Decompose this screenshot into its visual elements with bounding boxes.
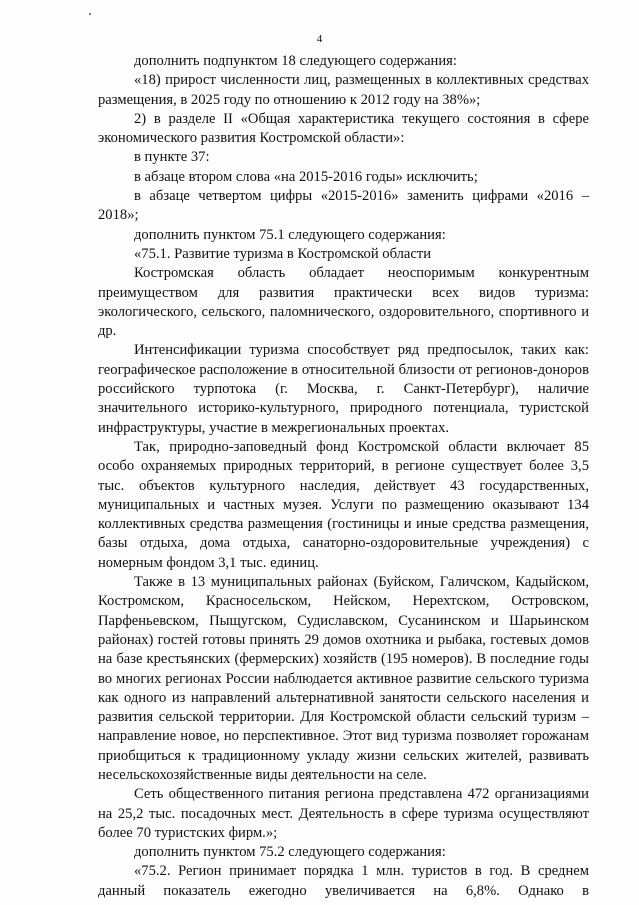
paragraph: «18) прирост численности лиц, размещенных в коллективных средствах размещения, в 2025 году по отношению к 2012 году на 38%»; (98, 72, 589, 108)
paragraph: Интенсификации туризма способствует ряд предпосылок, таких как: географическое расположение в относительной близости от регионов-доноров российского турпотока (г. Москва, г. Санкт-Петербург), наличие значительного историко-культурного, природного потенциала, туристской инфраструктуры, участие в межрегиональных проектах. (98, 342, 589, 436)
paragraph: 2) в разделе II «Общая характеристика текущего состояния в сфере экономического развития Костромской области»: (98, 110, 589, 147)
paragraph: Костромская область обладает неоспоримым конкурентным преимуществом для развития практически всех видов туризма: экологического, сельского, паломнического, оздоровительного, спортивного и др. (98, 265, 589, 340)
paragraph: «75.2. Регион принимает порядка 1 млн. туристов в год. В среднем данный показатель ежегодно увеличивается на 6,8%. Однако в (98, 863, 589, 899)
section-heading: «75.1. Развитие туризма в Костромской области (134, 245, 432, 262)
paragraph: в пункте 37: (134, 149, 210, 166)
paragraph: Сеть общественного питания региона представлена 472 организациями на 25,2 тыс. посадочных мест. Деятельность в сфере туризма осуществляют более 70 туристских фирм.»; (98, 786, 589, 841)
paragraph: в абзаце втором слова «на 2015-2016 годы» исключить; (134, 168, 478, 185)
paragraph: дополнить пунктом 75.1 следующего содержания: (134, 226, 446, 243)
paragraph: дополнить подпунктом 18 следующего содержания: (134, 53, 457, 69)
document-body (98, 52, 589, 901)
paragraph: дополнить пунктом 75.2 следующего содержания: (134, 844, 446, 861)
page-number: 4 (316, 33, 323, 45)
paragraph: Также в 13 муниципальных районах (Буйском, Галичском, Кадыйском, Костромском, Красносельском, Нейском, Нерехтском, Островском, Парфеньевском, Пыщугском, Судиславском, Сусанинском и Шарьинском районах) гостей готовы принять 29 домов охотника и рыбака, гостевых домов на базе крестьянских (фермерских) хозяйств (195 номеров). В последние годы во многих регионах России наблюдается активное развитие сельского туризма как одного из направлений альтернативной занятости сельского населения и развития сельской территории. Для Костромской области сельский туризм – направление новое, но перспективное. Этот вид туризма позволяет горожанам приобщиться к традиционному укладу жизни сельских жителей, развивать несельскохозяйственные виды деятельности на селе. (98, 574, 589, 783)
paragraph: в абзаце четвертом цифры «2015-2016» заменить цифрами «2016 – 2018»; (98, 188, 589, 224)
scan-speck (89, 13, 91, 15)
paragraph: Так, природно-заповедный фонд Костромской области включает 85 особо охраняемых природных территорий, в регионе существует более 3,5 тыс. объектов культурного наследия, действует 43 государственных, муниципальных и частных музея. Услуги по размещению оказывают 134 коллективных средства размещения (гостиницы и иные средства размещения, базы отдыха, дома отдыха, санаторно-оздоровительные учреждения) с номерным фондом 3,1 тыс. единиц. (98, 438, 589, 571)
